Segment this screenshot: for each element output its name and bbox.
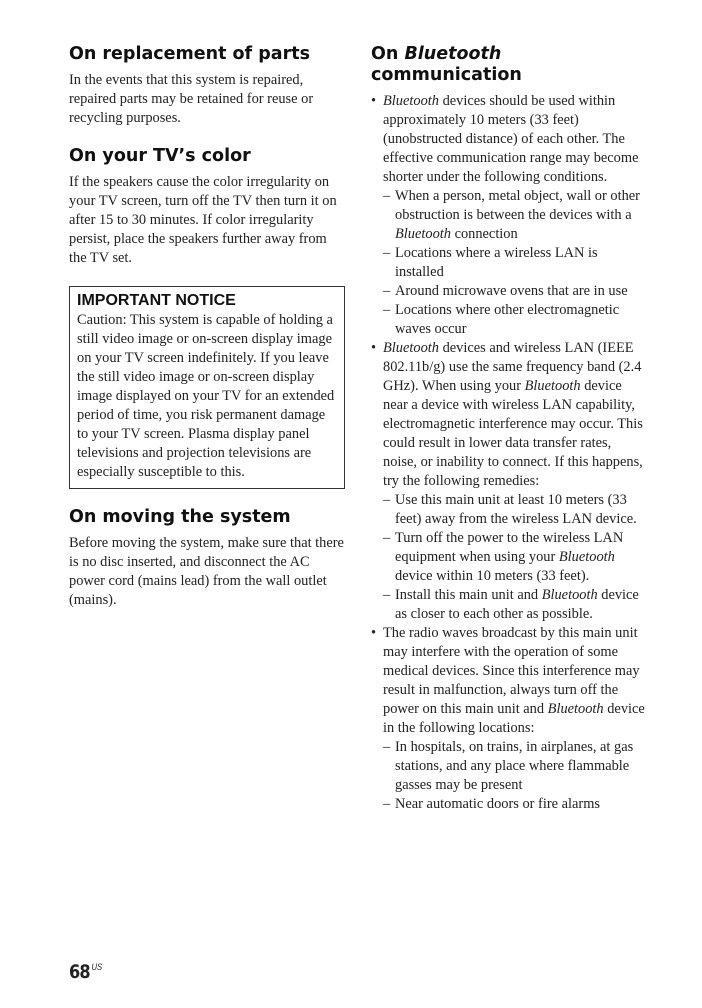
region-code: US [91, 962, 103, 972]
heading-italic: Bluetooth [404, 44, 502, 64]
dash-item: – Turn off the power to the wireless LAN equipment when using your Bluetooth device within 10 meters (33 feet). [383, 529, 647, 586]
dash-item: – Near automatic doors or fire alarms [383, 795, 647, 814]
section-replacement-of-parts [69, 44, 345, 128]
bullet-text: The radio waves broadcast by this main unit may interfere with the operation of some medical devices. Since this interference may result in malfunction, always turn off the power on this main unit and [383, 625, 640, 717]
dash-item: – Use this main unit at least 10 meters (33 feet) away from the wireless LAN device. [383, 491, 647, 529]
section-body: In the events that this system is repaired, repaired parts may be retained for reuse or recycling purposes. [69, 72, 314, 126]
bullet-medical-devices [371, 624, 647, 814]
bullet-text: devices should be used within approximately 10 meters (33 feet) (unobstructed distance) of each other. The effective communication range may become shorter under the following conditions. [383, 93, 639, 185]
left-column [69, 44, 345, 628]
italic-term: Bluetooth [383, 93, 439, 109]
italic-term: Bluetooth [383, 340, 439, 356]
heading-prefix: On [371, 44, 399, 64]
section-heading: On moving the system [69, 507, 291, 527]
italic-term: Bluetooth [547, 701, 604, 717]
remedy-list [383, 491, 647, 624]
page-number-value: 68 [69, 961, 90, 983]
dash-item: – Install this main unit and Bluetooth device as closer to each other as possible. [383, 586, 647, 624]
dash-item: – When a person, metal object, wall or other obstruction is between the devices with a Bluetooth connection [383, 187, 647, 244]
notice-heading: IMPORTANT NOTICE [77, 292, 236, 309]
important-notice-box [69, 286, 345, 489]
bullet-range [371, 92, 647, 339]
page-number [69, 961, 102, 983]
dash-item: – Around microwave ovens that are in use [383, 282, 647, 301]
location-list [383, 738, 647, 814]
dash-item: – Locations where a wireless LAN is installed [383, 244, 647, 282]
dash-item: – In hospitals, on trains, in airplanes, at gas stations, and any place where flammable gasses may be present [383, 738, 647, 795]
bullet-wireless-lan [371, 339, 647, 624]
right-column [371, 44, 647, 814]
section-body: Before moving the system, make sure that there is no disc inserted, and disconnect the AC power cord (mains lead) from the wall outlet (mains). [69, 535, 344, 608]
bullet-text: devices and wireless LAN (IEEE 802.11b/g) use the same frequency band (2.4 GHz). When using your [383, 340, 642, 394]
section-heading: On your TV’s color [69, 146, 251, 166]
italic-term: Bluetooth [524, 378, 581, 394]
notice-body: Caution: This system is capable of holding a still video image or on-screen display image on your TV screen indefinitely. If you leave the still video image or on-screen display image displayed on your TV for an extended period of time, you risk permanent damage to your TV screen. Plasma display panel televisions and projection televisions are especially susceptible to this. [77, 312, 335, 480]
bluetooth-bullet-list [371, 92, 647, 814]
dash-item: – Locations where other electromagnetic waves occur [383, 301, 647, 339]
section-body: If the speakers cause the color irregularity on your TV screen, turn off the TV then turn it on after 15 to 30 minutes. If color irregularity persist, place the speakers further away from the TV set. [69, 174, 337, 266]
bluetooth-heading [371, 44, 647, 86]
heading-suffix: communication [371, 65, 522, 85]
bullet-text: device near a device with wireless LAN capability, electromagnetic interference may occur. This could result in lower data transfer rates, noise, or inability to connect. If this happens, try the following remedies: [383, 378, 643, 489]
condition-list [383, 187, 647, 339]
section-moving-system [69, 507, 345, 610]
section-tv-color [69, 146, 345, 268]
bullet-text: device in the following locations: [383, 701, 645, 736]
section-heading: On replacement of parts [69, 44, 311, 64]
